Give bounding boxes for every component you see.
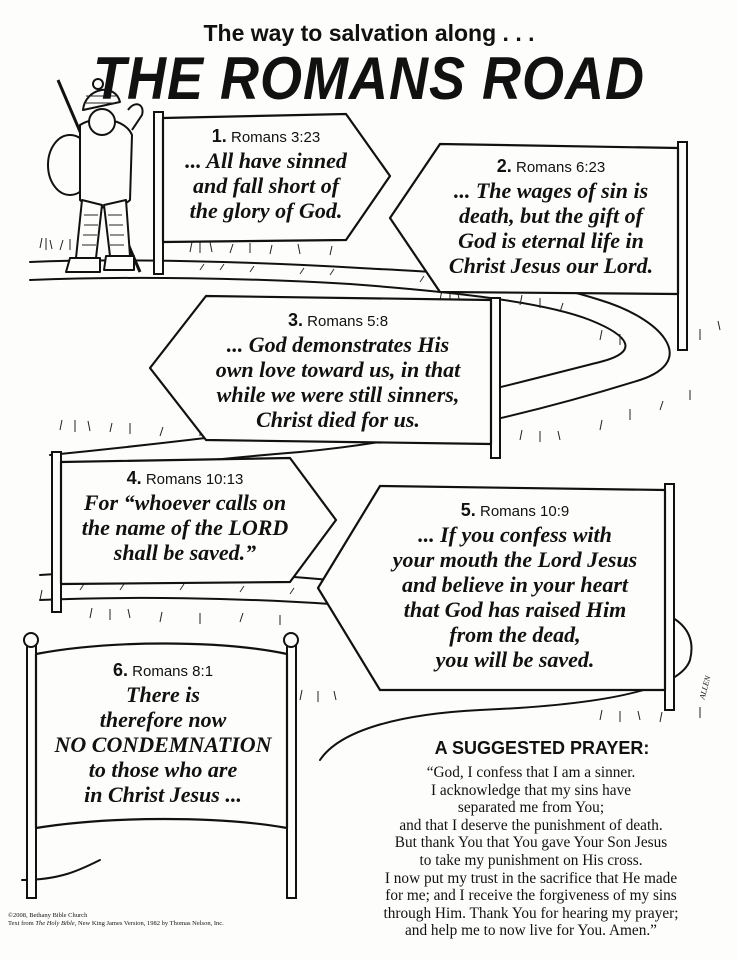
copyright-note: ©2008, Bethany Bible Church Text from The Holy Bible, New King James Version, 1982 by Thomas Nelson, Inc. <box>8 912 224 927</box>
artist-signature: ALLEN <box>697 674 713 701</box>
sign-post <box>287 640 296 898</box>
sign-post <box>27 640 36 898</box>
sign-verse: ... The wages of sin is death, but the gift of God is eternal life in Christ Jesus our Lord. <box>448 178 654 278</box>
sign-verse: ... God demonstrates His own love toward us, in that while we were still sinners, Christ died for us. <box>215 332 461 432</box>
sign-6 <box>44 660 282 807</box>
sign-verse: ... All have sinned and fall short of the glory of God. <box>185 148 347 223</box>
sign-reference: 2. Romans 6:23 <box>496 156 606 176</box>
prayer-title: A SUGGESTED PRAYER: <box>434 738 650 758</box>
header-subtitle: The way to salvation along . . . <box>203 20 535 46</box>
sign-verse: There is therefore now NO CONDEMNATION to those who are in Christ Jesus ... <box>54 682 272 807</box>
sign-post <box>665 484 674 710</box>
sign-4 <box>62 468 308 565</box>
sign-reference: 1. Romans 3:23 <box>211 126 321 146</box>
sign-post <box>52 452 61 612</box>
sign-verse: For “whoever calls on the name of the LORD shall be saved.” <box>81 490 289 565</box>
sign-reference: 4. Romans 10:13 <box>126 468 244 488</box>
sign-5 <box>370 500 660 672</box>
sign-reference: 6. Romans 8:1 <box>112 660 214 680</box>
sign-post <box>154 112 163 274</box>
sign-1 <box>166 126 366 223</box>
sign-post <box>491 298 500 458</box>
page-title: THE ROMANS ROAD <box>93 45 645 113</box>
sign-post <box>678 142 687 350</box>
sign-reference: 3. Romans 5:8 <box>287 310 389 330</box>
sign-verse: ... If you confess with your mouth the Lord Jesus and believe in your heart that God has raised Him from the dead, you will be saved. <box>392 522 638 672</box>
sign-3 <box>190 310 486 432</box>
prayer-text: “God, I confess that I am a sinner. I acknowledge that my sins have separated me from You; and that I deserve the punishment of death. But thank You that You gave Your Son Jesus to take my punishment on His cross. I now put my trust in the sacrifice that He made for me; and I receive the forgiveness of my sins through Him. Thank You for hearing my prayer; and help me to now live for You. Amen.” <box>383 764 679 940</box>
sign-2 <box>430 156 672 278</box>
sign-reference: 5. Romans 10:9 <box>460 500 570 520</box>
